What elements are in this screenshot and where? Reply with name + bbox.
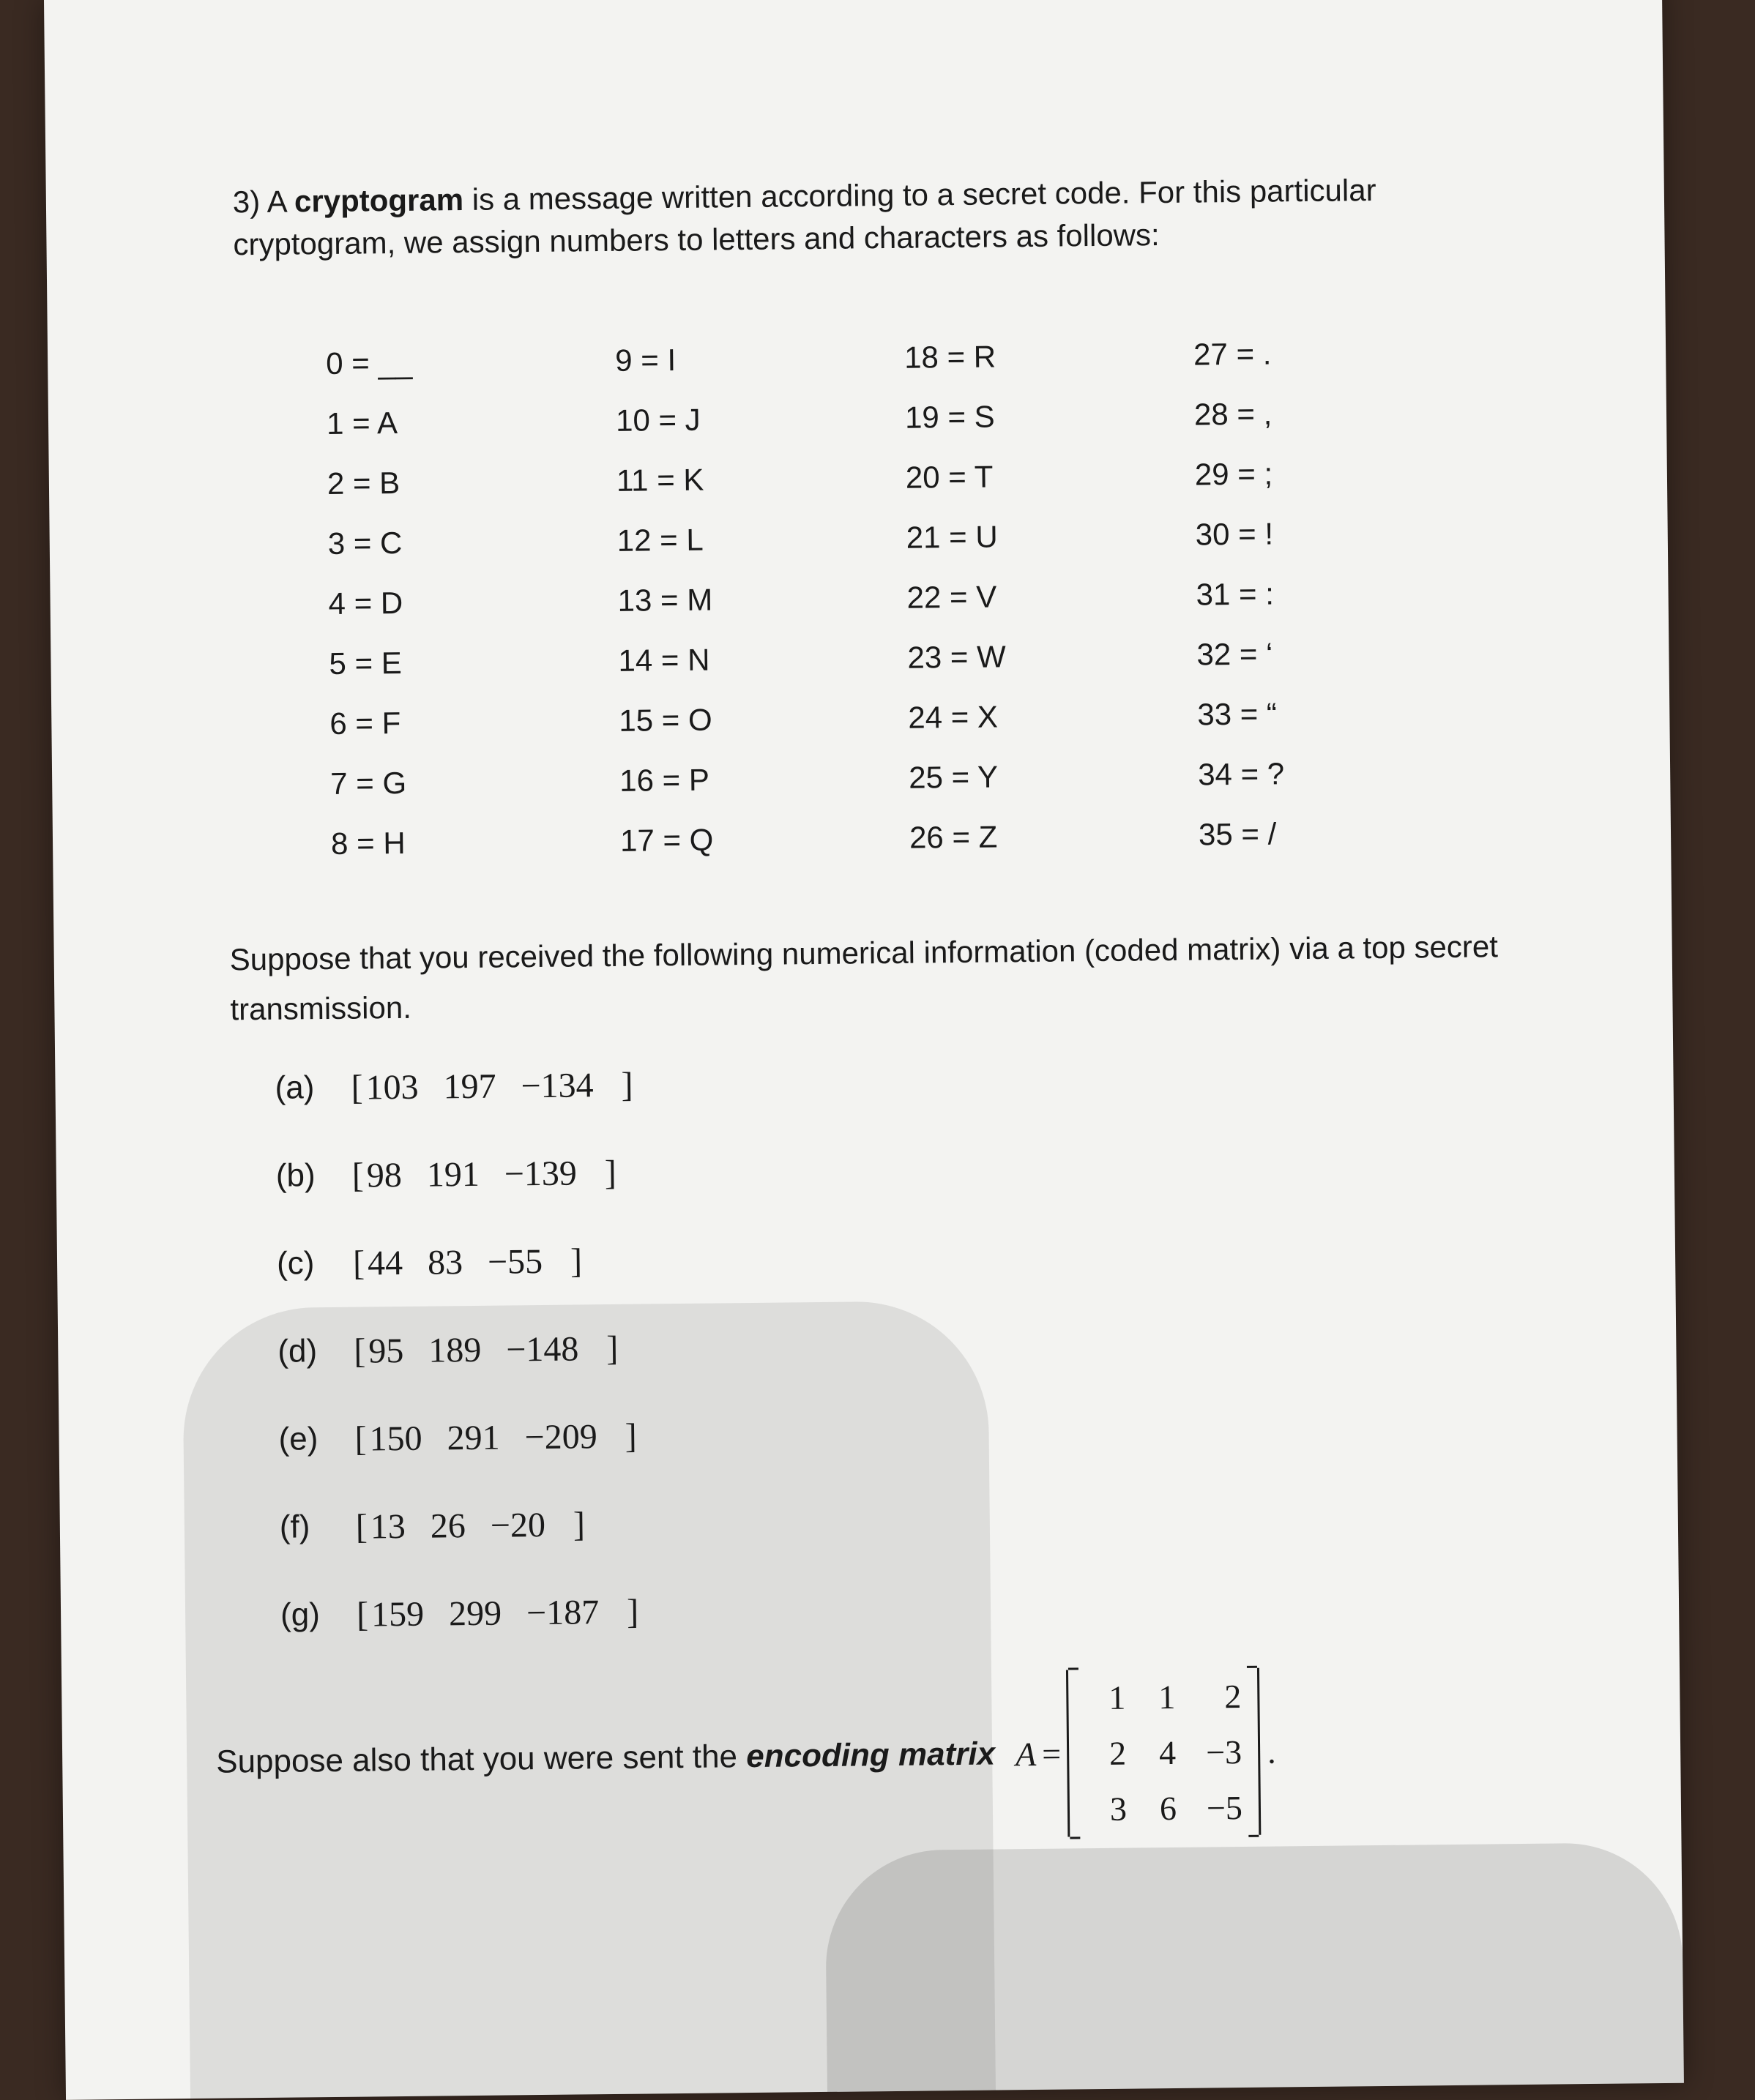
intro-keyword: cryptogram bbox=[294, 182, 464, 219]
code-entry: 31 = : bbox=[1196, 576, 1275, 612]
matrix-entry: 1 bbox=[1158, 1678, 1176, 1716]
problem-number: 3) bbox=[232, 184, 261, 220]
code-entry: 7 = G bbox=[329, 765, 407, 801]
code-entry: 5 = E bbox=[329, 645, 403, 681]
code-entry: 19 = S bbox=[904, 399, 995, 435]
vector-value: 13 bbox=[370, 1506, 406, 1546]
coded-item-b bbox=[275, 1123, 1155, 1220]
code-column-1 bbox=[326, 331, 595, 874]
vector-value: 189 bbox=[428, 1330, 482, 1370]
vector-value: −134 bbox=[521, 1065, 594, 1105]
code-entry: 24 = X bbox=[908, 699, 999, 735]
matrix-entry: 1 bbox=[1108, 1678, 1126, 1716]
vector-value: 159 bbox=[370, 1594, 425, 1634]
code-entry: 28 = , bbox=[1193, 396, 1273, 432]
code-entry: 35 = / bbox=[1198, 816, 1277, 852]
vector-value: −139 bbox=[504, 1153, 578, 1194]
code-column-2 bbox=[615, 328, 884, 871]
matrix-equals: = bbox=[1041, 1735, 1062, 1773]
code-entry: 4 = D bbox=[328, 585, 403, 621]
encoding-matrix bbox=[1066, 1668, 1261, 1837]
code-entry: 18 = R bbox=[903, 339, 996, 375]
vector-value: 44 bbox=[367, 1243, 403, 1282]
code-entry: 25 = Y bbox=[908, 759, 999, 795]
item-label: (f) bbox=[279, 1509, 310, 1545]
item-label: (c) bbox=[276, 1245, 315, 1282]
code-entry: 27 = . bbox=[1193, 336, 1272, 372]
vector-value: 150 bbox=[369, 1419, 422, 1458]
coded-item-e bbox=[278, 1386, 1158, 1484]
vector-value: −187 bbox=[526, 1592, 600, 1632]
matrix-entry: 2 bbox=[1224, 1677, 1242, 1715]
vector-value: −20 bbox=[490, 1505, 546, 1545]
code-entry: 30 = ! bbox=[1195, 516, 1274, 552]
coded-vector: [95 189 −148 ] bbox=[354, 1329, 619, 1371]
code-entry: 20 = T bbox=[905, 459, 994, 495]
code-entry: 12 = L bbox=[616, 522, 704, 558]
phone-shadow bbox=[825, 1842, 1684, 2092]
vector-value: 191 bbox=[426, 1154, 480, 1195]
vector-value: 299 bbox=[448, 1593, 502, 1633]
code-entry: 6 = F bbox=[329, 705, 401, 741]
coded-vector: [103 197 −134 ] bbox=[351, 1065, 633, 1107]
matrix-name: A bbox=[1015, 1735, 1037, 1773]
vector-value: 98 bbox=[366, 1155, 403, 1195]
code-entry: 15 = O bbox=[619, 702, 712, 738]
code-entry: 32 = ‘ bbox=[1196, 636, 1273, 672]
item-label: (g) bbox=[280, 1596, 321, 1633]
encoding-text-before: Suppose also that you were sent the bbox=[215, 1738, 738, 1780]
code-entry: 21 = U bbox=[906, 519, 998, 555]
code-entry: 34 = ? bbox=[1197, 756, 1285, 792]
vector-value: 291 bbox=[447, 1418, 500, 1457]
code-entry: 22 = V bbox=[906, 579, 997, 615]
matrix-entry: 2 bbox=[1108, 1734, 1127, 1772]
encoding-matrix-expression bbox=[1015, 1668, 1277, 1838]
code-entry: 29 = ; bbox=[1194, 456, 1273, 492]
code-table bbox=[325, 321, 1497, 861]
code-entry: 8 = H bbox=[330, 825, 406, 861]
vector-value: −209 bbox=[524, 1416, 597, 1457]
coded-item-g bbox=[280, 1562, 1159, 1659]
coded-vector: [44 83 −55 ] bbox=[352, 1241, 583, 1283]
vector-value: 103 bbox=[365, 1067, 419, 1107]
item-label: (e) bbox=[278, 1421, 318, 1457]
worksheet-page bbox=[44, 0, 1684, 2100]
code-entry: 10 = J bbox=[615, 402, 701, 438]
matrix-entry: −3 bbox=[1205, 1733, 1242, 1771]
matrix-period: . bbox=[1267, 1733, 1276, 1771]
code-entry: 17 = Q bbox=[619, 822, 714, 858]
code-entry: 14 = N bbox=[618, 642, 710, 678]
encoding-statement bbox=[215, 1659, 1681, 1850]
coded-item-f bbox=[279, 1474, 1158, 1572]
code-entry: 13 = M bbox=[617, 582, 713, 618]
code-entry: 0 = __ bbox=[325, 345, 413, 381]
code-entry: 11 = K bbox=[616, 462, 704, 498]
intro-text-a: A bbox=[267, 184, 286, 219]
coded-item-c bbox=[276, 1211, 1155, 1308]
code-entry: 23 = W bbox=[907, 639, 1006, 675]
code-column-4 bbox=[1193, 322, 1463, 865]
encoding-emphasis: encoding matrix bbox=[745, 1735, 996, 1775]
matrix-entry: 6 bbox=[1159, 1789, 1177, 1827]
coded-vector: [159 299 −187 ] bbox=[356, 1592, 639, 1634]
code-entry: 3 = C bbox=[327, 525, 403, 561]
vector-value: 197 bbox=[443, 1066, 496, 1106]
problem-intro bbox=[233, 168, 1537, 266]
coded-item-d bbox=[277, 1299, 1157, 1396]
matrix-entry: 4 bbox=[1158, 1733, 1177, 1771]
code-entry: 33 = “ bbox=[1197, 696, 1278, 732]
code-entry: 1 = A bbox=[326, 405, 398, 441]
code-entry: 2 = B bbox=[327, 465, 400, 501]
coded-vector: [150 291 −209 ] bbox=[354, 1416, 637, 1459]
item-label: (d) bbox=[277, 1333, 318, 1370]
vector-value: −148 bbox=[506, 1329, 579, 1369]
item-label: (a) bbox=[275, 1069, 315, 1106]
vector-value: −55 bbox=[487, 1241, 543, 1282]
matrix-entry: 3 bbox=[1109, 1790, 1128, 1828]
item-label: (b) bbox=[275, 1157, 316, 1194]
coded-item-a bbox=[275, 1035, 1154, 1132]
received-text: Suppose that you received the following numerical information (coded matrix) via a top secret transmission. bbox=[229, 929, 1499, 1027]
matrix-entry: −5 bbox=[1206, 1788, 1243, 1827]
encoding-text bbox=[216, 1736, 995, 1781]
code-entry: 16 = P bbox=[619, 762, 710, 798]
vector-value: 26 bbox=[430, 1506, 466, 1546]
vector-value: 83 bbox=[427, 1242, 463, 1282]
intro-text-b: is a message written according to a secret code. For this particular cryptogram, we assign numbers to letters and characters as follows: bbox=[233, 172, 1376, 262]
coded-matrix-list bbox=[275, 1035, 1160, 1659]
code-entry: 9 = I bbox=[614, 342, 677, 378]
vector-value: 95 bbox=[368, 1331, 404, 1370]
coded-vector: [13 26 −20 ] bbox=[355, 1504, 586, 1547]
coded-vector: [98 191 −139 ] bbox=[351, 1153, 617, 1195]
code-entry: 26 = Z bbox=[909, 819, 998, 855]
code-column-3 bbox=[904, 325, 1174, 868]
